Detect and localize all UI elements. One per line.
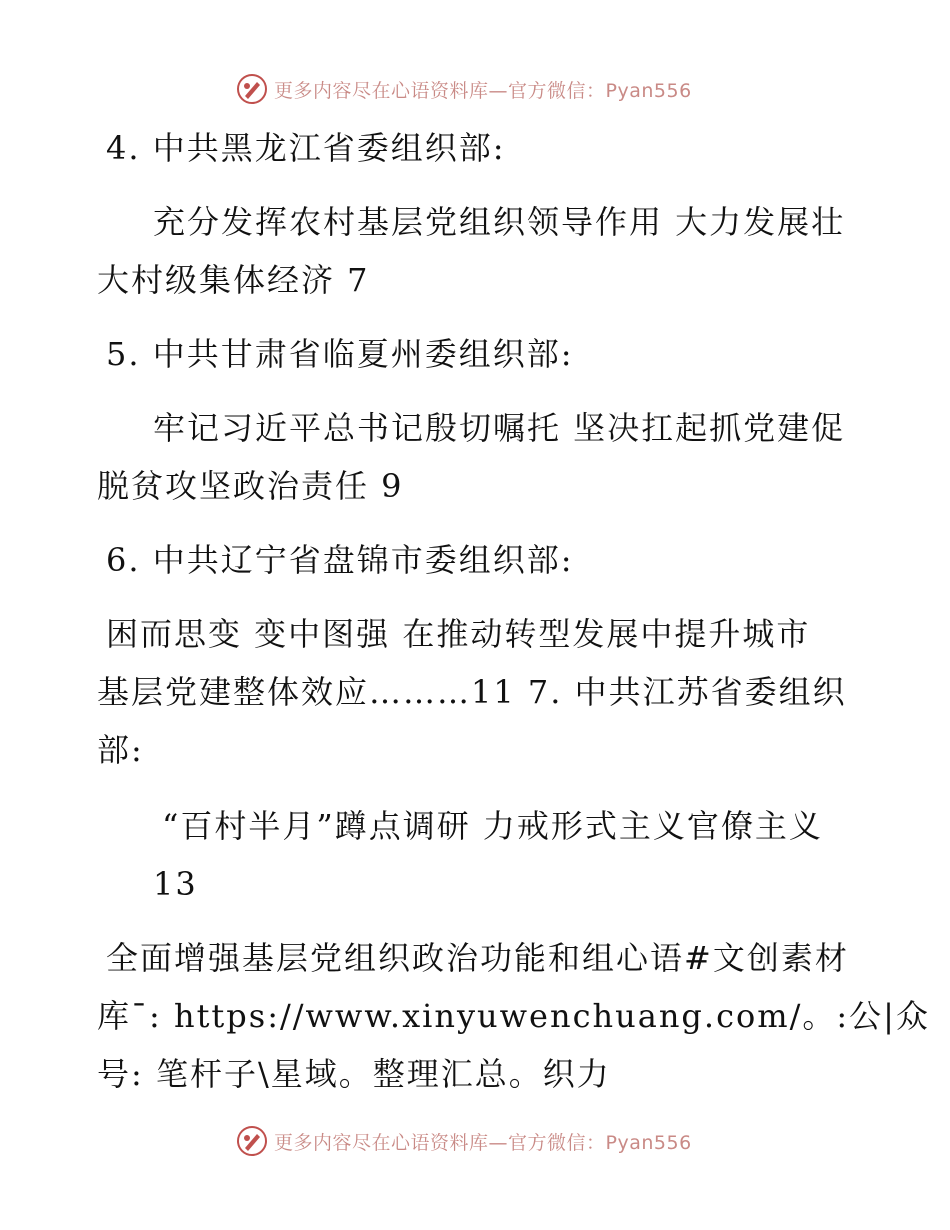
body-text: 号: 笔杆子\星域。整理汇总。织力: [97, 1055, 611, 1093]
watermark-text: 更多内容尽在心语资料库—官方微信：Pyan556: [274, 1131, 692, 1154]
toc-entry-title: 困而思变 变中图强 在推动转型发展中提升城市: [106, 615, 811, 653]
body-text: 全面增强基层党组织政治功能和组心语#文创素材: [106, 939, 849, 977]
toc-entry-title-cont: 脱贫攻坚政治责任 9: [97, 467, 404, 505]
pen-logo-icon: [236, 1125, 268, 1157]
toc-heading-6: 6. 中共辽宁省盘锦市委组织部:: [106, 541, 574, 579]
toc-heading-4: 4. 中共黑龙江省委组织部:: [106, 129, 506, 167]
toc-heading-5: 5. 中共甘肃省临夏州委组织部:: [106, 335, 574, 373]
toc-entry-title: 牢记习近平总书记殷切嘱托 坚决扛起抓党建促: [153, 409, 846, 447]
toc-entry-page: 13: [153, 865, 198, 903]
toc-heading-7-cont: 部:: [97, 731, 144, 769]
body-text: 库¯: https://www.xinyuwenchuang.com/。:公|众: [97, 997, 930, 1035]
toc-entry-title: 充分发挥农村基层党组织领导作用 大力发展壮: [153, 203, 846, 241]
watermark-header: [236, 72, 756, 106]
pen-logo-icon: [236, 73, 268, 105]
toc-entry-title-cont: 大村级集体经济 7: [97, 261, 370, 299]
watermark-footer: [236, 1124, 756, 1158]
toc-entry-title: “百村半月”蹲点调研 力戒形式主义官僚主义: [162, 807, 823, 845]
watermark-text: 更多内容尽在心语资料库—官方微信：Pyan556: [274, 79, 692, 102]
toc-entry-title-cont: 基层党建整体效应………11 7. 中共江苏省委组织: [97, 673, 847, 711]
